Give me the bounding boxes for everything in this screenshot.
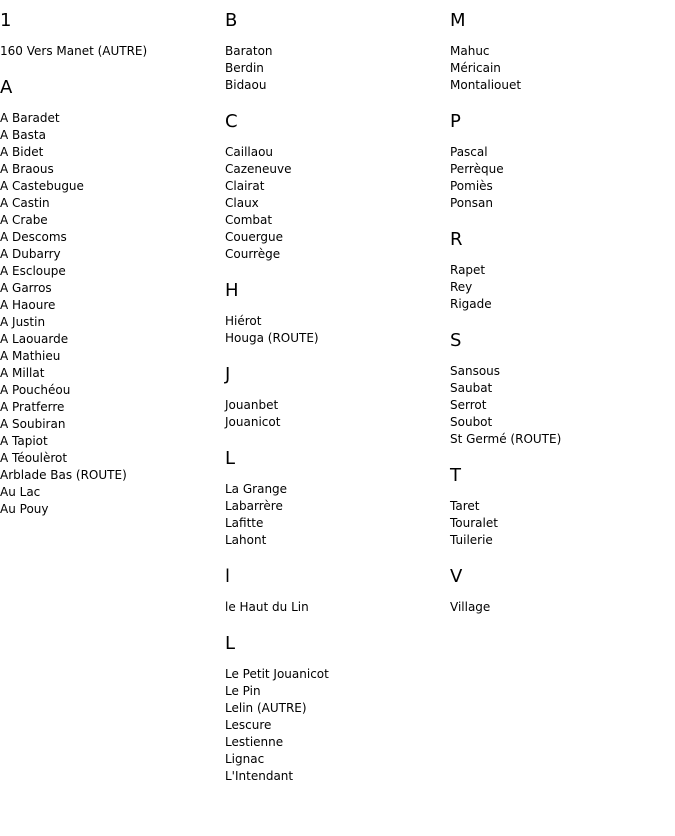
place-list-item[interactable]: Cazeneuve <box>225 162 292 176</box>
place-list-item[interactable]: Perrèque <box>450 162 504 176</box>
place-list-item[interactable]: Combat <box>225 213 273 227</box>
place-list-item[interactable]: Soubot <box>450 415 493 429</box>
section-letter-heading: R <box>450 229 463 250</box>
place-list-item[interactable]: Bidaou <box>225 78 267 92</box>
place-list-item[interactable]: Caillaou <box>225 145 274 159</box>
place-list-item[interactable]: A Laouarde <box>0 332 69 346</box>
place-list-item[interactable]: Lignac <box>225 752 265 766</box>
place-list-item[interactable]: Village <box>450 600 491 614</box>
place-list <box>450 262 675 313</box>
place-list <box>225 144 450 263</box>
place-list-item[interactable]: A Castebugue <box>0 179 84 193</box>
place-list-item[interactable]: Montaliouet <box>450 78 522 92</box>
place-list-item[interactable]: Berdin <box>225 61 264 75</box>
place-list <box>225 599 450 616</box>
place-list-item[interactable]: Tuilerie <box>450 533 493 547</box>
place-list <box>225 43 450 94</box>
place-list-item[interactable]: Rapet <box>450 263 486 277</box>
place-list-item[interactable]: Couergue <box>225 230 284 244</box>
place-list <box>225 481 450 549</box>
place-list-item[interactable]: Sansous <box>450 364 501 378</box>
section-letter-heading: L <box>225 633 236 654</box>
place-list-item[interactable]: A Crabe <box>0 213 48 227</box>
place-list-item[interactable]: Lestienne <box>225 735 284 749</box>
place-list <box>225 313 450 347</box>
letter-section <box>225 447 450 549</box>
letter-section <box>0 9 225 60</box>
letter-section <box>450 110 675 212</box>
letter-section <box>225 110 450 263</box>
section-letter-heading: S <box>450 330 462 351</box>
place-list-item[interactable]: A Millat <box>0 366 45 380</box>
place-list-item[interactable]: Hiérot <box>225 314 262 328</box>
place-list-item[interactable]: A Pratferre <box>0 400 65 414</box>
place-list <box>0 110 225 518</box>
place-list-item[interactable]: Baraton <box>225 44 273 58</box>
section-letter-heading: P <box>450 111 461 132</box>
place-list-item[interactable]: Saubat <box>450 381 493 395</box>
place-list-item[interactable]: A Castin <box>0 196 50 210</box>
place-list-item[interactable]: 160 Vers Manet (AUTRE) <box>0 44 148 58</box>
letter-section <box>225 279 450 347</box>
place-list <box>225 397 450 431</box>
place-list-item[interactable]: A Mathieu <box>0 349 61 363</box>
place-list-item[interactable]: Lescure <box>225 718 272 732</box>
letter-section <box>225 565 450 616</box>
index-column-3 <box>450 9 675 632</box>
place-list-item[interactable]: Le Petit Jouanicot <box>225 667 329 681</box>
place-list <box>225 666 450 785</box>
index-column-2 <box>225 9 450 801</box>
place-list-item[interactable]: A Bidet <box>0 145 44 159</box>
place-list-item[interactable]: Pascal <box>450 145 488 159</box>
section-letter-heading: V <box>450 566 463 587</box>
section-letter-heading: C <box>225 111 238 132</box>
place-list-item[interactable]: Jouanicot <box>225 415 281 429</box>
section-letter-heading: J <box>225 364 231 385</box>
place-list-item[interactable]: Lelin (AUTRE) <box>225 701 307 715</box>
place-list-item[interactable]: Arblade Bas (ROUTE) <box>0 468 127 482</box>
letter-section <box>450 228 675 313</box>
letter-section <box>450 565 675 616</box>
place-list-item[interactable]: Taret <box>450 499 480 513</box>
place-list-item[interactable]: Courrège <box>225 247 281 261</box>
place-list-item[interactable]: A Justin <box>0 315 46 329</box>
place-list-item[interactable]: Rigade <box>450 297 492 311</box>
place-list-item[interactable]: Clairat <box>225 179 265 193</box>
section-letter-heading: T <box>450 465 461 486</box>
place-list-item[interactable]: A Dubarry <box>0 247 61 261</box>
letter-section <box>450 464 675 549</box>
place-list <box>450 363 675 448</box>
section-letter-heading: l <box>225 566 231 587</box>
section-letter-heading: H <box>225 280 239 301</box>
place-list-item[interactable]: Claux <box>225 196 259 210</box>
section-letter-heading: B <box>225 10 238 31</box>
place-list-item[interactable]: A Descoms <box>0 230 67 244</box>
place-list-item[interactable]: Lahont <box>225 533 267 547</box>
place-list-item[interactable]: le Haut du Lin <box>225 600 309 614</box>
place-list-item[interactable]: Labarrère <box>225 499 283 513</box>
place-list-item[interactable]: A Braous <box>0 162 54 176</box>
letter-section <box>450 329 675 448</box>
place-list-item[interactable]: A Baradet <box>0 111 60 125</box>
place-list-item[interactable]: A Garros <box>0 281 52 295</box>
place-list <box>0 43 225 60</box>
place-list <box>450 599 675 616</box>
section-letter-heading: A <box>0 77 13 98</box>
place-list-item[interactable]: Le Pin <box>225 684 261 698</box>
place-list-item[interactable]: A Escloupe <box>0 264 66 278</box>
place-list-item[interactable]: A Soubiran <box>0 417 66 431</box>
letter-section <box>0 76 225 518</box>
letter-section <box>225 9 450 94</box>
index-column-1 <box>0 9 225 534</box>
place-list-item[interactable]: Touralet <box>450 516 498 530</box>
place-list-item[interactable]: Ponsan <box>450 196 493 210</box>
place-list-item[interactable]: Mahuc <box>450 44 490 58</box>
place-list-item[interactable]: Jouanbet <box>225 398 279 412</box>
place-list-item[interactable]: Pomiès <box>450 179 493 193</box>
place-list-item[interactable]: St Germé (ROUTE) <box>450 432 562 446</box>
section-letter-heading: M <box>450 10 466 31</box>
place-list <box>450 43 675 94</box>
place-list-item[interactable]: Lafitte <box>225 516 264 530</box>
place-list-item[interactable]: Houga (ROUTE) <box>225 331 319 345</box>
letter-section <box>225 363 450 431</box>
place-list-item[interactable]: Au Lac <box>0 485 41 499</box>
place-list-item[interactable]: A Haoure <box>0 298 56 312</box>
place-list-item[interactable]: Serrot <box>450 398 487 412</box>
place-list-item[interactable]: La Grange <box>225 482 288 496</box>
place-list-item[interactable]: A Pouchéou <box>0 383 71 397</box>
place-list-item[interactable]: Au Pouy <box>0 502 49 516</box>
place-list <box>450 144 675 212</box>
place-list-item[interactable]: A Tapiot <box>0 434 48 448</box>
section-letter-heading: L <box>225 448 236 469</box>
place-list-item[interactable]: Rey <box>450 280 473 294</box>
place-list-item[interactable]: A Basta <box>0 128 46 142</box>
letter-section <box>450 9 675 94</box>
place-list-item[interactable]: A Téoulèrot <box>0 451 68 465</box>
place-list-item[interactable]: L'Intendant <box>225 769 294 783</box>
section-letter-heading: 1 <box>0 10 12 31</box>
place-list <box>450 498 675 549</box>
place-list-item[interactable]: Méricain <box>450 61 501 75</box>
letter-section <box>225 632 450 785</box>
